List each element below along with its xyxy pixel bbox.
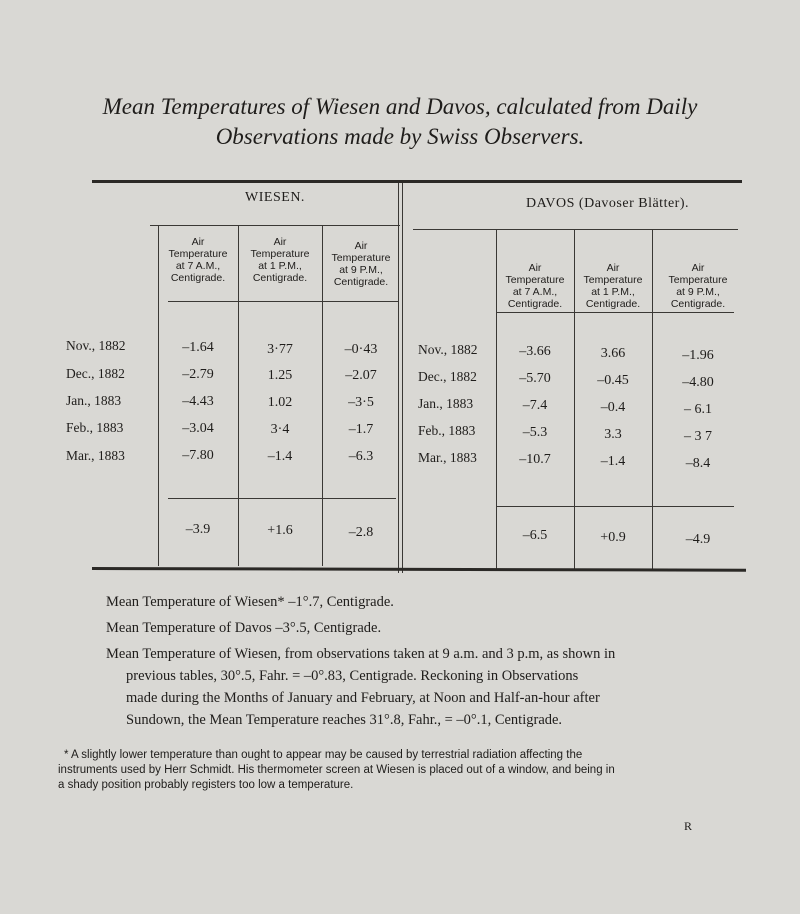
davos-mean-rule <box>496 506 734 507</box>
wiesen-cell: –3·5 <box>348 395 374 410</box>
wiesen-row-label: Feb., 1883 <box>66 420 124 435</box>
wiesen-mean: –2.8 <box>348 525 374 540</box>
signature-mark: R <box>684 819 693 833</box>
davos-mean: –6.5 <box>522 528 548 543</box>
wiesen-cell: –1.64 <box>182 340 214 355</box>
wiesen-cell: –2.07 <box>345 368 377 383</box>
davos-cell: –3.66 <box>519 344 551 359</box>
davos-row-label: Nov., 1882 <box>418 342 478 357</box>
davos-mean: –4.9 <box>685 532 711 547</box>
davos-cell: –5.3 <box>522 425 548 440</box>
davos-colhead-rule <box>496 312 734 313</box>
wiesen-col-header-1pm: Air Temperature at 1 P.M., Centigrade. <box>250 236 310 284</box>
davos-header: DAVOS (Davoser Blätter). <box>526 196 689 211</box>
wiesen-cell: –4.43 <box>182 394 214 409</box>
davos-cell: – 3 7 <box>684 429 712 444</box>
wiesen-cell: –7.80 <box>182 448 214 463</box>
wiesen-cell: –6.3 <box>348 449 374 464</box>
davos-col-header-1pm: Air Temperature at 1 P.M., Centigrade. <box>583 262 643 310</box>
wiesen-mean: –3.9 <box>185 522 211 537</box>
wiesen-cell: –0·43 <box>344 342 378 357</box>
wiesen-cell: 3·77 <box>267 342 293 357</box>
davos-cell: –0.45 <box>597 373 629 388</box>
davos-cell: –8.4 <box>685 456 711 471</box>
davos-cell: –4.80 <box>682 375 714 390</box>
summary-davos-mean: Mean Temperature of Davos –3°.5, Centigrade. <box>106 620 382 636</box>
wiesen-cell: –1.7 <box>348 422 374 437</box>
davos-cell: 3.3 <box>604 427 622 442</box>
wiesen-row-label: Jan., 1883 <box>66 393 122 408</box>
page-title <box>0 92 800 152</box>
section-divider-right <box>402 183 403 573</box>
davos-cell: –0.4 <box>600 400 626 415</box>
davos-col-header-9pm: Air Temperature at 9 P.M., Centigrade. <box>668 262 728 310</box>
wiesen-row-label: Dec., 1882 <box>66 366 125 381</box>
wiesen-cell: 1.25 <box>267 368 293 383</box>
davos-cell: –1.96 <box>682 348 714 363</box>
wiesen-cell: –2.79 <box>182 367 214 382</box>
davos-cell: –10.7 <box>519 452 551 467</box>
davos-header-rule <box>413 229 738 230</box>
wiesen-col-header-9pm: Air Temperature at 9 P.M., Centigrade. <box>331 240 391 288</box>
table-top-rule <box>92 180 742 183</box>
wiesen-cell: 3·4 <box>270 422 290 437</box>
wiesen-col-header-7am: Air Temperature at 7 A.M., Centigrade. <box>168 236 228 284</box>
title-line-1: Mean Temperatures of Wiesen and Davos, calculated from Daily <box>102 94 698 119</box>
davos-cell: – 6.1 <box>684 402 712 417</box>
wiesen-row-label: Mar., 1883 <box>66 448 125 463</box>
title-line-2: Observations made by Swiss Observers. <box>215 124 585 149</box>
davos-row-label: Mar., 1883 <box>418 450 477 465</box>
wiesen-colhead-rule <box>168 301 398 302</box>
davos-cell: –7.4 <box>522 398 548 413</box>
table-bottom-rule <box>92 567 746 572</box>
davos-cell: –5.70 <box>519 371 551 386</box>
wiesen-cell: –1.4 <box>267 449 293 464</box>
wiesen-row-label: Nov., 1882 <box>66 338 126 353</box>
wiesen-header-rule <box>150 225 400 226</box>
davos-mean: +0.9 <box>600 530 626 545</box>
davos-col-header-7am: Air Temperature at 7 A.M., Centigrade. <box>505 262 565 310</box>
wiesen-cell: –3.04 <box>182 421 214 436</box>
davos-cell: –1.4 <box>600 454 626 469</box>
wiesen-mean: +1.6 <box>267 523 293 538</box>
summary-wiesen-mean: Mean Temperature of Wiesen* –1°.7, Centigrade. <box>106 594 394 610</box>
davos-cell: 3.66 <box>600 346 626 361</box>
wiesen-cell: 1.02 <box>267 395 293 410</box>
davos-row-label: Dec., 1882 <box>418 369 477 384</box>
davos-row-label: Jan., 1883 <box>418 396 474 411</box>
wiesen-mean-rule <box>168 498 396 499</box>
davos-row-label: Feb., 1883 <box>418 423 476 438</box>
wiesen-header: WIESEN. <box>245 190 305 205</box>
